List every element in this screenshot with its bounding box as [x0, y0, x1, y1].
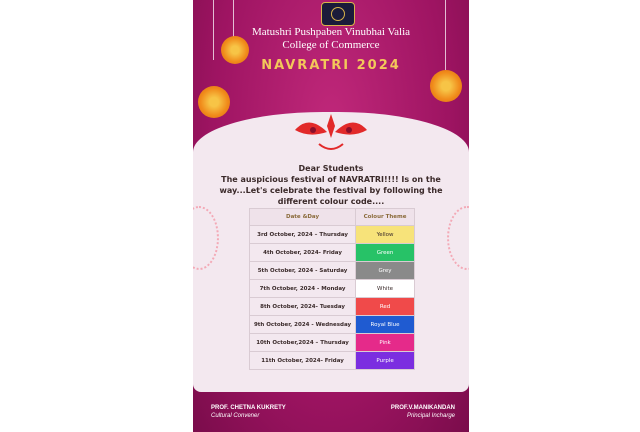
- table-row: [250, 298, 415, 316]
- row-colour: Royal Blue: [356, 316, 415, 334]
- row-colour: Green: [356, 244, 415, 262]
- row-date: 5th October, 2024 - Saturday: [250, 262, 356, 280]
- navratri-poster: [193, 0, 469, 432]
- footer-right-role: Principal Incharge: [406, 413, 455, 419]
- row-date: 8th October, 2024- Tuesday: [250, 298, 356, 316]
- college-logo: [321, 2, 355, 26]
- goddess-eyes-icon: [289, 108, 373, 160]
- table-row: [250, 226, 415, 244]
- college-name-line2: College of Commerce: [282, 39, 380, 51]
- row-date: 10th October,2024 – Thursday: [250, 334, 356, 352]
- footer-right-name: PROF.V.MANIKANDAN: [390, 405, 455, 411]
- row-colour: Red: [356, 298, 415, 316]
- row-date: 9th October, 2024 - Wednesday: [250, 316, 356, 334]
- intro-text: [207, 163, 455, 207]
- row-date: 3rd October, 2024 – Thursday: [250, 226, 356, 244]
- row-date: 4th October, 2024- Friday: [250, 244, 356, 262]
- table-row: [250, 352, 415, 370]
- footer-left-name: PROF. CHETNA KUKRETY: [211, 405, 286, 411]
- footer-left-role: Cultural Convener: [211, 413, 260, 419]
- header-date-day: Date &Day: [250, 209, 356, 226]
- table-row: [250, 262, 415, 280]
- row-colour: Purple: [356, 352, 415, 370]
- table-header-row: [250, 209, 415, 226]
- row-colour: Pink: [356, 334, 415, 352]
- row-colour: White: [356, 280, 415, 298]
- table-row: [250, 280, 415, 298]
- college-name-line1: Matushri Pushpaben Vinubhai Valia: [251, 26, 411, 38]
- colour-code-table: [249, 208, 415, 370]
- table-row: [250, 334, 415, 352]
- message: The auspicious festival of NAVRATRI!!!! Is on the way...Let's celebrate the festival by following the different colour code....: [219, 175, 443, 206]
- event-title: NAVRATRI 2024: [261, 58, 401, 73]
- marigold-flower-icon: [430, 70, 462, 102]
- marigold-flower-icon: [198, 86, 230, 118]
- row-date: 11th October, 2024- Friday: [250, 352, 356, 370]
- row-colour: Grey: [356, 262, 415, 280]
- row-colour: Yellow: [356, 226, 415, 244]
- row-date: 7th October, 2024 - Monday: [250, 280, 356, 298]
- table-row: [250, 244, 415, 262]
- header-colour-theme: Colour Theme: [356, 209, 415, 226]
- greeting: Dear Students: [298, 164, 364, 173]
- college-name: [193, 26, 469, 52]
- table-row: [250, 316, 415, 334]
